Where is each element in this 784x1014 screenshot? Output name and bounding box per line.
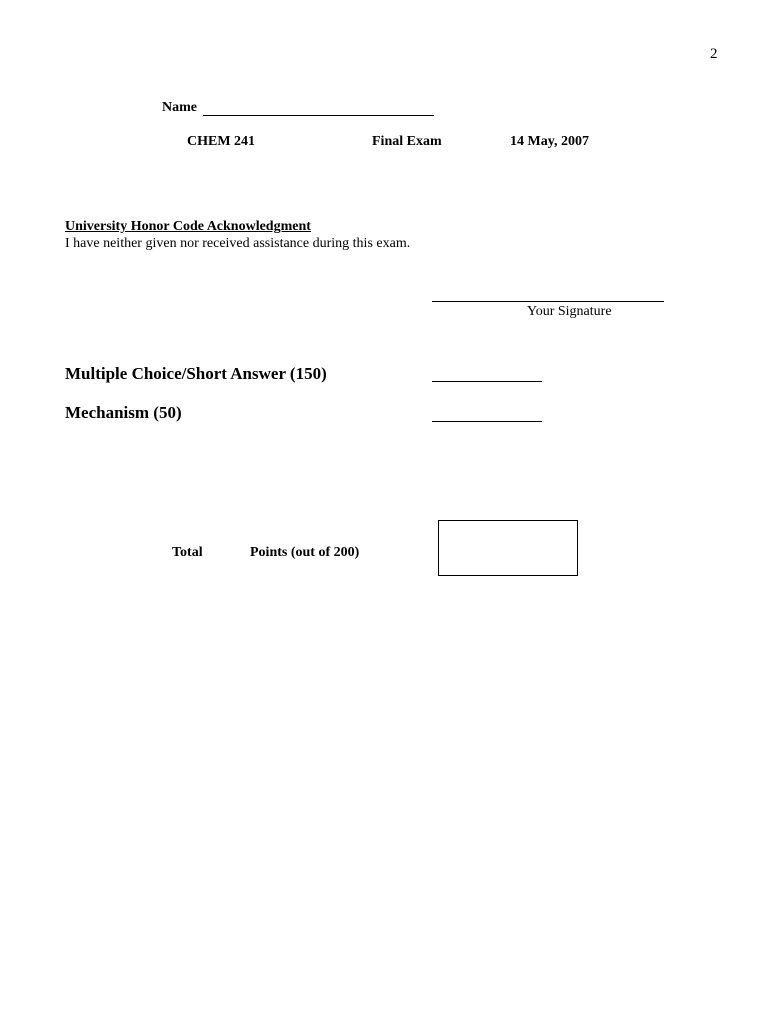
signature-line[interactable] — [432, 301, 664, 302]
total-points-box[interactable] — [438, 520, 578, 576]
honor-code-statement: I have neither given nor received assistance during this exam. — [65, 236, 411, 251]
exam-type: Final Exam — [372, 134, 442, 149]
honor-code-title: University Honor Code Acknowledgment — [65, 219, 311, 234]
score-line-mechanism[interactable] — [432, 421, 542, 422]
page-number: 2 — [710, 46, 718, 62]
score-section-multiple-choice: Multiple Choice/Short Answer (150) — [65, 364, 327, 383]
score-section-mechanism: Mechanism (50) — [65, 403, 182, 422]
points-label: Points (out of 200) — [250, 545, 360, 560]
signature-label: Your Signature — [527, 304, 612, 319]
total-label: Total — [172, 545, 203, 560]
name-label: Name — [162, 100, 197, 115]
exam-date: 14 May, 2007 — [510, 134, 589, 149]
score-line-multiple-choice[interactable] — [432, 381, 542, 382]
course-code: CHEM 241 — [187, 134, 256, 149]
name-field-line[interactable] — [203, 115, 434, 116]
